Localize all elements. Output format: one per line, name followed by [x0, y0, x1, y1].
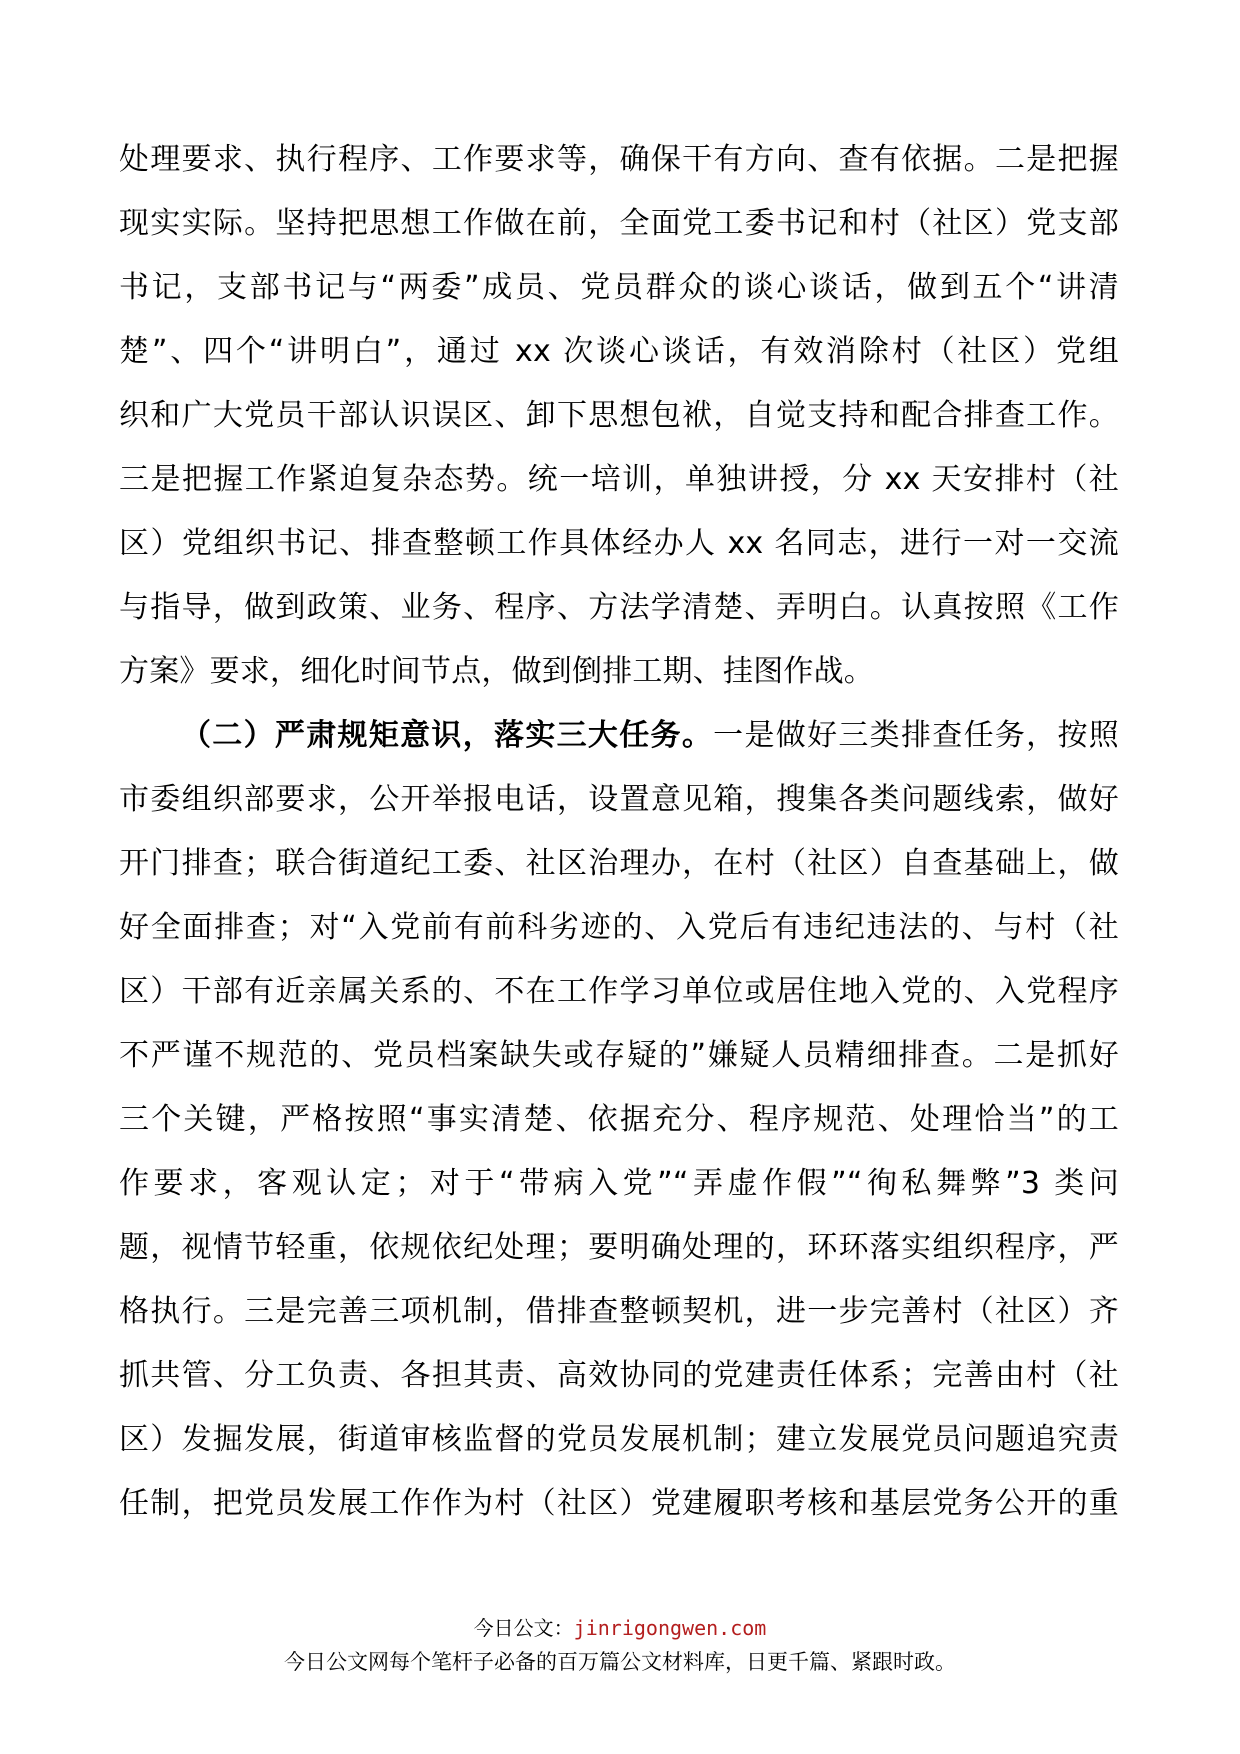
section-2-line-2: 市委组织部要求，公开举报电话，设置意见箱，搜集各类问题线索，做好	[119, 782, 1119, 817]
paragraph-line-9: 方案》要求，细化时间节点，做到倒排工期、挂图作战。	[119, 654, 874, 689]
section-2-line-6: 不严谨不规范的、党员档案缺失或存疑的”嫌疑人员精细排查。二是抓好	[119, 1038, 1119, 1073]
section-2-line-12: 区）发掘发展，街道审核监督的党员发展机制；建立发展党员问题追究责	[119, 1422, 1119, 1457]
footer-site-link	[0, 1612, 1240, 1641]
paragraph-line-8: 与指导，做到政策、业务、程序、方法学清楚、弄明白。认真按照《工作	[119, 590, 1119, 625]
paragraph-line-1: 处理要求、执行程序、工作要求等，确保干有方向、查有依据。二是把握	[119, 142, 1119, 177]
section-2-first-line	[119, 704, 1119, 768]
section-2-line-10: 格执行。三是完善三项机制，借排查整顿契机，进一步完善村（社区）齐	[119, 1294, 1119, 1329]
paragraph-line-2: 现实实际。坚持把思想工作做在前，全面党工委书记和村（社区）党支部	[119, 206, 1119, 241]
section-2-line-8: 作要求，客观认定；对于“带病入党”“弄虚作假”“徇私舞弊”3 类问	[119, 1166, 1119, 1201]
paragraph-line-6: 三是把握工作紧迫复杂态势。统一培训，单独讲授，分 xx 天安排村（社	[119, 462, 1119, 497]
paragraph-line-7: 区）党组织书记、排查整顿工作具体经办人 xx 名同志，进行一对一交流	[119, 526, 1119, 561]
section-2-heading: （二）严肃规矩意识，落实三大任务。	[181, 718, 714, 753]
paragraph-line-5: 织和广大党员干部认识误区、卸下思想包袱，自觉支持和配合排查工作。	[119, 398, 1119, 433]
section-2-first-line-text: 一是做好三类排查任务，按照	[713, 718, 1119, 753]
footer-slogan: 今日公文网每个笔杆子必备的百万篇公文材料库，日更千篇、紧跟时政。	[284, 1650, 956, 1674]
section-2-line-9: 题，视情节轻重，依规依纪处理；要明确处理的，环环落实组织程序，严	[119, 1230, 1119, 1265]
section-2-line-13: 任制，把党员发展工作作为村（社区）党建履职考核和基层党务公开的重	[119, 1486, 1119, 1521]
section-2-line-4: 好全面排查；对“入党前有前科劣迹的、入党后有违纪违法的、与村（社	[119, 910, 1119, 945]
paragraph-line-4: 楚”、四个“讲明白”，通过 xx 次谈心谈话，有效消除村（社区）党组	[119, 334, 1119, 369]
section-2-line-11: 抓共管、分工负责、各担其责、高效协同的党建责任体系；完善由村（社	[119, 1358, 1119, 1393]
section-2-line-5: 区）干部有近亲属关系的、不在工作学习单位或居住地入党的、入党程序	[119, 974, 1119, 1009]
paragraph-line-3: 书记，支部书记与“两委”成员、党员群众的谈心谈话，做到五个“讲清	[119, 270, 1119, 305]
section-2-line-3: 开门排查；联合街道纪工委、社区治理办，在村（社区）自查基础上，做	[119, 846, 1119, 881]
document-body	[119, 128, 1119, 1536]
section-2-line-7: 三个关键，严格按照“事实清楚、依据充分、程序规范、处理恰当”的工	[119, 1102, 1119, 1137]
footer-label: 今日公文：	[473, 1616, 574, 1640]
footer-url-link[interactable]: jinrigongwen.com	[573, 1616, 767, 1640]
